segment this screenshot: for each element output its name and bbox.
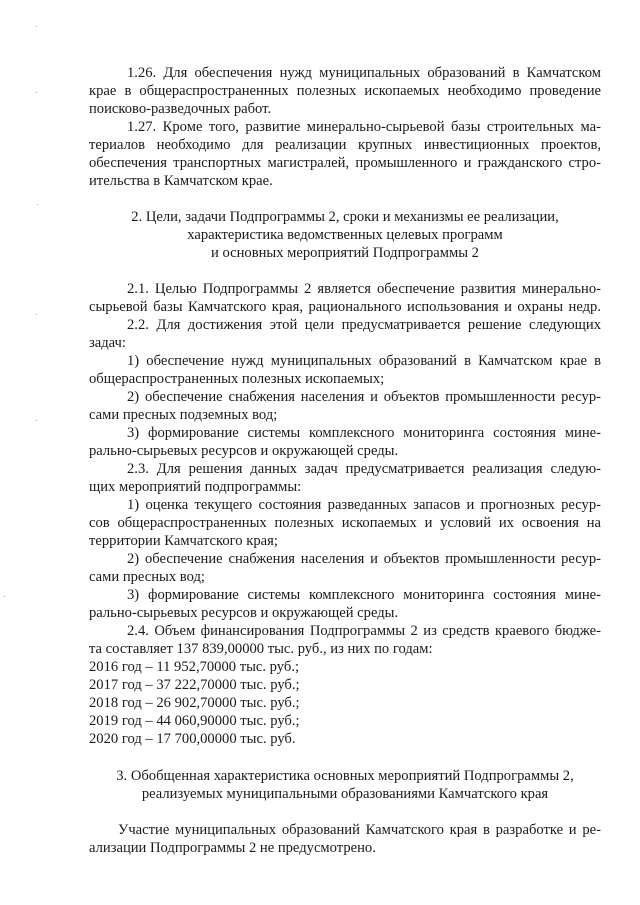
paragraph-line: ализации Подпрограммы 2 не предусмотрено. — [89, 840, 376, 856]
paragraph-line: сырьевой базы Камчатского края, рационального использования и охраны недр. — [89, 299, 601, 315]
paragraph-line: Участие муниципальных образований Камчатского края в разработке и ре- — [118, 822, 601, 838]
paragraph-line: крае в общераспространенных полезных ископаемых необходимо проведение — [89, 83, 601, 99]
list-item-line: сов общераспространенных полезных ископаемых и условий их освоения на — [89, 515, 601, 531]
scan-mark — [4, 596, 5, 597]
paragraph-line: та составляет 137 839,00000 тыс. руб., из них по годам: — [89, 641, 433, 657]
funding-year-line: 2017 год – 37 222,70000 тыс. руб.; — [89, 677, 300, 693]
list-item-line: 1) обеспечение нужд муниципальных образований в Камчатском крае в — [127, 353, 601, 369]
section-heading-line: характеристика ведомственных целевых программ — [187, 227, 503, 243]
funding-year-line: 2018 год – 26 902,70000 тыс. руб.; — [89, 695, 300, 711]
paragraph-line: щих мероприятий подпрограммы: — [89, 479, 302, 495]
funding-year-line: 2019 год – 44 060,90000 тыс. руб.; — [89, 713, 300, 729]
paragraph-line: 2.4. Объем финансирования Подпрограммы 2 из средств краевого бюдже- — [127, 623, 601, 639]
list-item-line: сами пресных подземных вод; — [89, 407, 278, 423]
paragraph-line: 2.3. Для решения данных задач предусматривается реализация следую- — [127, 461, 601, 477]
list-item-line: 2) обеспечение снабжения населения и объектов промышленности ресур- — [127, 551, 601, 567]
paragraph-line: поисково-разведочных работ. — [89, 101, 272, 117]
list-item-line: рально-сырьевых ресурсов и окружающей среды. — [89, 443, 399, 459]
list-item-line: 3) формирование системы комплексного мониторинга состояния мине- — [127, 425, 601, 441]
paragraph-line: 1.27. Кроме того, развитие минерально-сырьевой базы строительных ма- — [127, 119, 601, 135]
list-item-line: территории Камчатского края; — [89, 533, 278, 549]
list-item-line: сами пресных вод; — [89, 569, 205, 585]
funding-year-line: 2020 год – 17 700,00000 тыс. руб. — [89, 731, 296, 747]
scan-mark — [36, 26, 37, 27]
paragraph-line: ительства в Камчатском крае. — [89, 173, 273, 189]
scan-mark — [36, 314, 37, 315]
funding-year-line: 2016 год – 11 952,70000 тыс. руб.; — [89, 659, 300, 675]
list-item-line: 2) обеспечение снабжения населения и объектов промышленности ресур- — [127, 389, 601, 405]
paragraph-line: 2.1. Целью Подпрограммы 2 является обеспечение развития минерально- — [127, 281, 601, 297]
paragraph-line: 1.26. Для обеспечения нужд муниципальных образований в Камчатском — [127, 65, 601, 81]
list-item-line: 3) формирование системы комплексного мониторинга состояния мине- — [127, 587, 601, 603]
paragraph-line: териалов необходимо для реализации крупных инвестиционных проектов, — [89, 137, 601, 153]
section-heading-line: 3. Обобщенная характеристика основных мероприятий Подпрограммы 2, — [116, 768, 574, 784]
section-heading-line: 2. Цели, задачи Подпрограммы 2, сроки и механизмы ее реализации, — [131, 209, 559, 225]
scan-mark — [36, 420, 37, 421]
paragraph-line: обеспечения транспортных магистралей, промышленного и гражданского стро- — [89, 155, 601, 171]
list-item-line: 1) оценка текущего состояния разведанных запасов и прогнозных ресур- — [127, 497, 601, 513]
list-item-line: рально-сырьевых ресурсов и окружающей среды. — [89, 605, 399, 621]
paragraph-line: задач: — [89, 335, 126, 351]
scan-mark — [36, 92, 37, 93]
paragraph-line: 2.2. Для достижения этой цели предусматривается решение следующих — [127, 317, 601, 333]
section-heading-line: реализуемых муниципальными образованиями Камчатского края — [141, 786, 549, 802]
section-heading-line: и основных мероприятий Подпрограммы 2 — [211, 245, 479, 261]
list-item-line: общераспространенных полезных ископаемых; — [89, 371, 385, 387]
scan-mark — [37, 204, 38, 205]
